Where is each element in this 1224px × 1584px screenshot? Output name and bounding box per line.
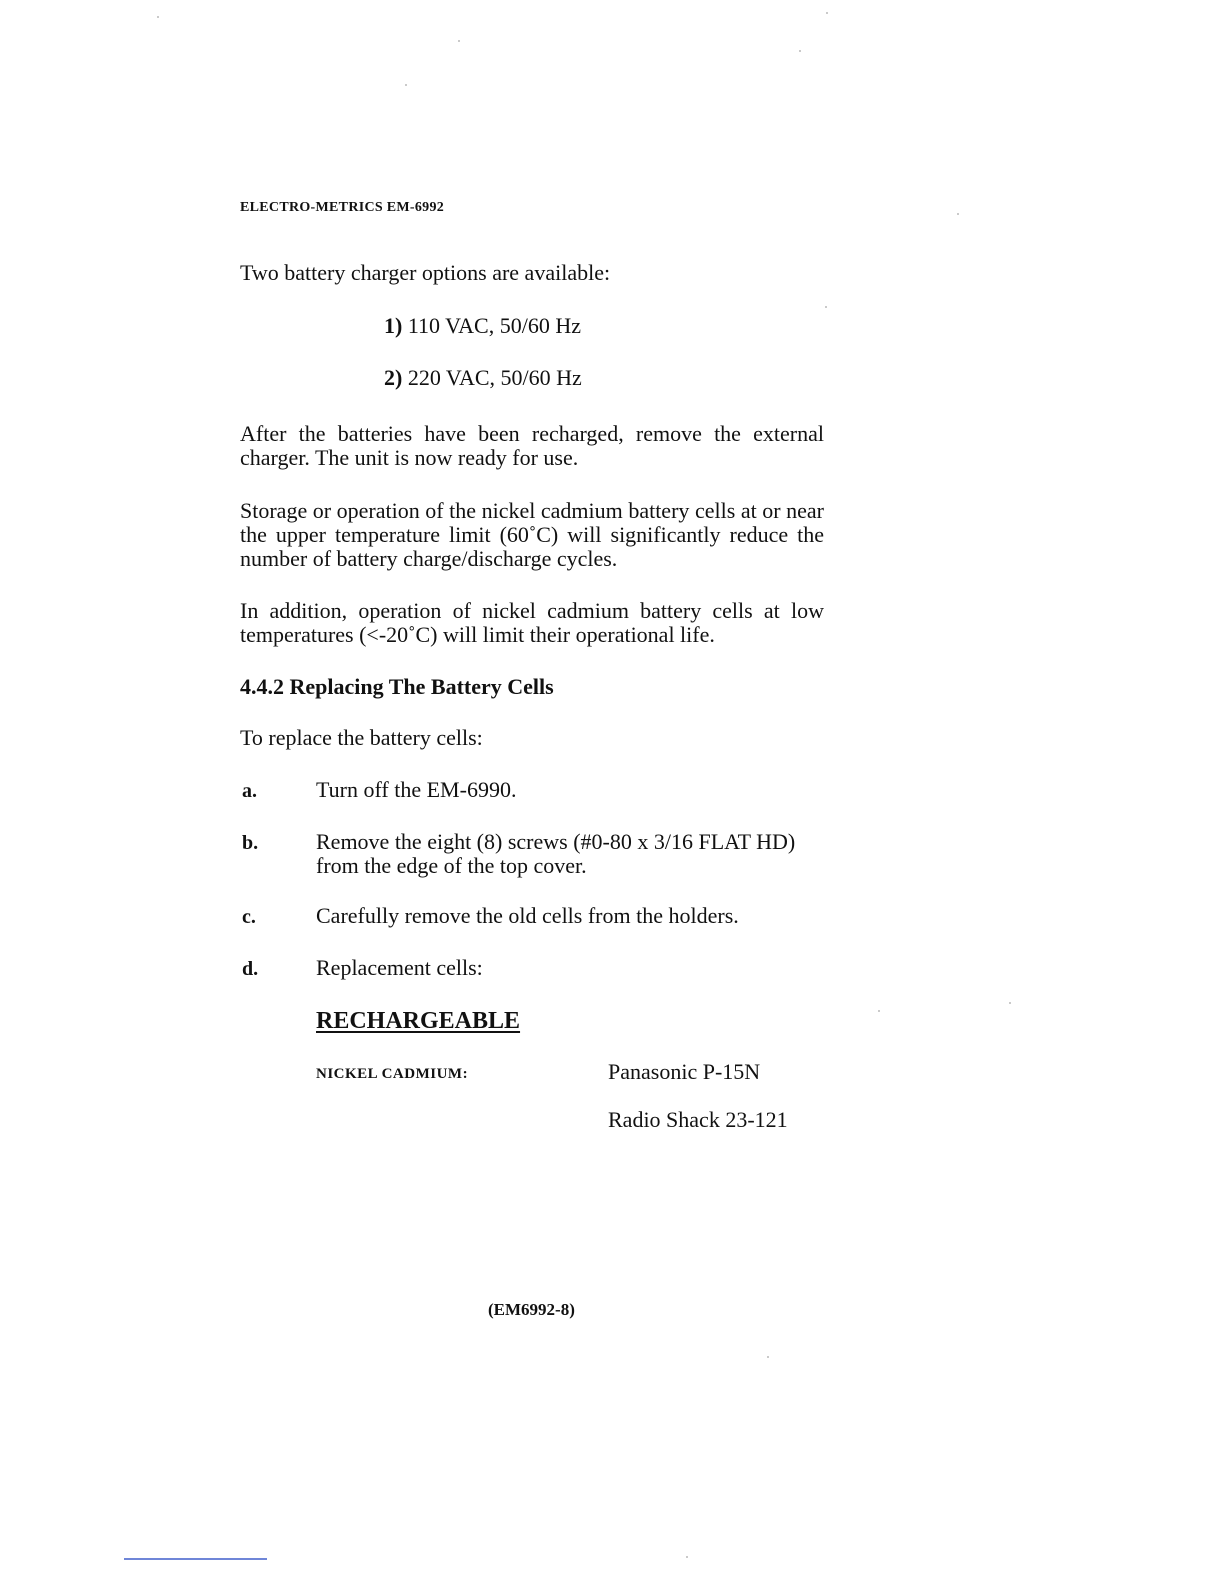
scan-speck: [458, 40, 460, 42]
step-letter-c: c.: [242, 906, 256, 928]
charger-option-1: [384, 314, 581, 338]
step-letter-a: a.: [242, 780, 257, 802]
section-intro: To replace the battery cells:: [240, 725, 483, 750]
paragraph-storage: Storage or operation of the nickel cadmium battery cells at or near the upper temperature limit (60˚C) will significantly reduce the number of battery charge/discharge cycles.: [240, 498, 824, 571]
scan-speck: [1009, 1002, 1011, 1004]
scan-speck: [826, 12, 828, 14]
scan-speck: [825, 306, 827, 308]
scan-speck: [686, 1556, 688, 1558]
scan-speck: [878, 1010, 880, 1012]
scan-speck: [767, 1356, 769, 1358]
scan-speck: [799, 50, 801, 52]
scan-speck: [405, 84, 407, 86]
part-number-panasonic: Panasonic P-15N: [608, 1059, 761, 1084]
step-letter-d: d.: [242, 958, 259, 980]
step-text-c: Carefully remove the old cells from the holders.: [316, 903, 739, 928]
cell-type-label: NICKEL CADMIUM:: [316, 1066, 469, 1082]
charger-option-2: [384, 366, 582, 390]
option-number: 2): [384, 365, 403, 390]
option-text: 110 VAC, 50/60 Hz: [407, 313, 581, 338]
paragraph-recharge: After the batteries have been recharged, remove the external charger. The unit is now ready for use.: [240, 421, 824, 470]
scan-speck: [957, 213, 959, 215]
step-text-b: Remove the eight (8) screws (#0-80 x 3/16 FLAT HD) from the edge of the top cover.: [316, 829, 796, 878]
option-number: 1): [384, 313, 403, 338]
option-text: 220 VAC, 50/60 Hz: [407, 365, 582, 390]
charger-options-intro: Two battery charger options are available:: [240, 260, 611, 285]
scan-edge-line: [124, 1558, 267, 1560]
page-footer: (EM6992-8): [488, 1300, 575, 1319]
step-text-d: Replacement cells:: [316, 955, 483, 980]
scan-speck: [157, 16, 159, 18]
part-number-radio-shack: Radio Shack 23-121: [608, 1107, 788, 1132]
step-text-a: Turn off the EM-6990.: [316, 777, 517, 802]
paragraph-low-temp: In addition, operation of nickel cadmium battery cells at low temperatures (<-20˚C) will limit their operational life.: [240, 598, 824, 647]
step-letter-b: b.: [242, 832, 259, 854]
document-header: ELECTRO-METRICS EM-6992: [240, 200, 445, 215]
rechargeable-heading: RECHARGEABLE: [316, 1008, 521, 1034]
section-heading: 4.4.2 Replacing The Battery Cells: [240, 674, 554, 699]
